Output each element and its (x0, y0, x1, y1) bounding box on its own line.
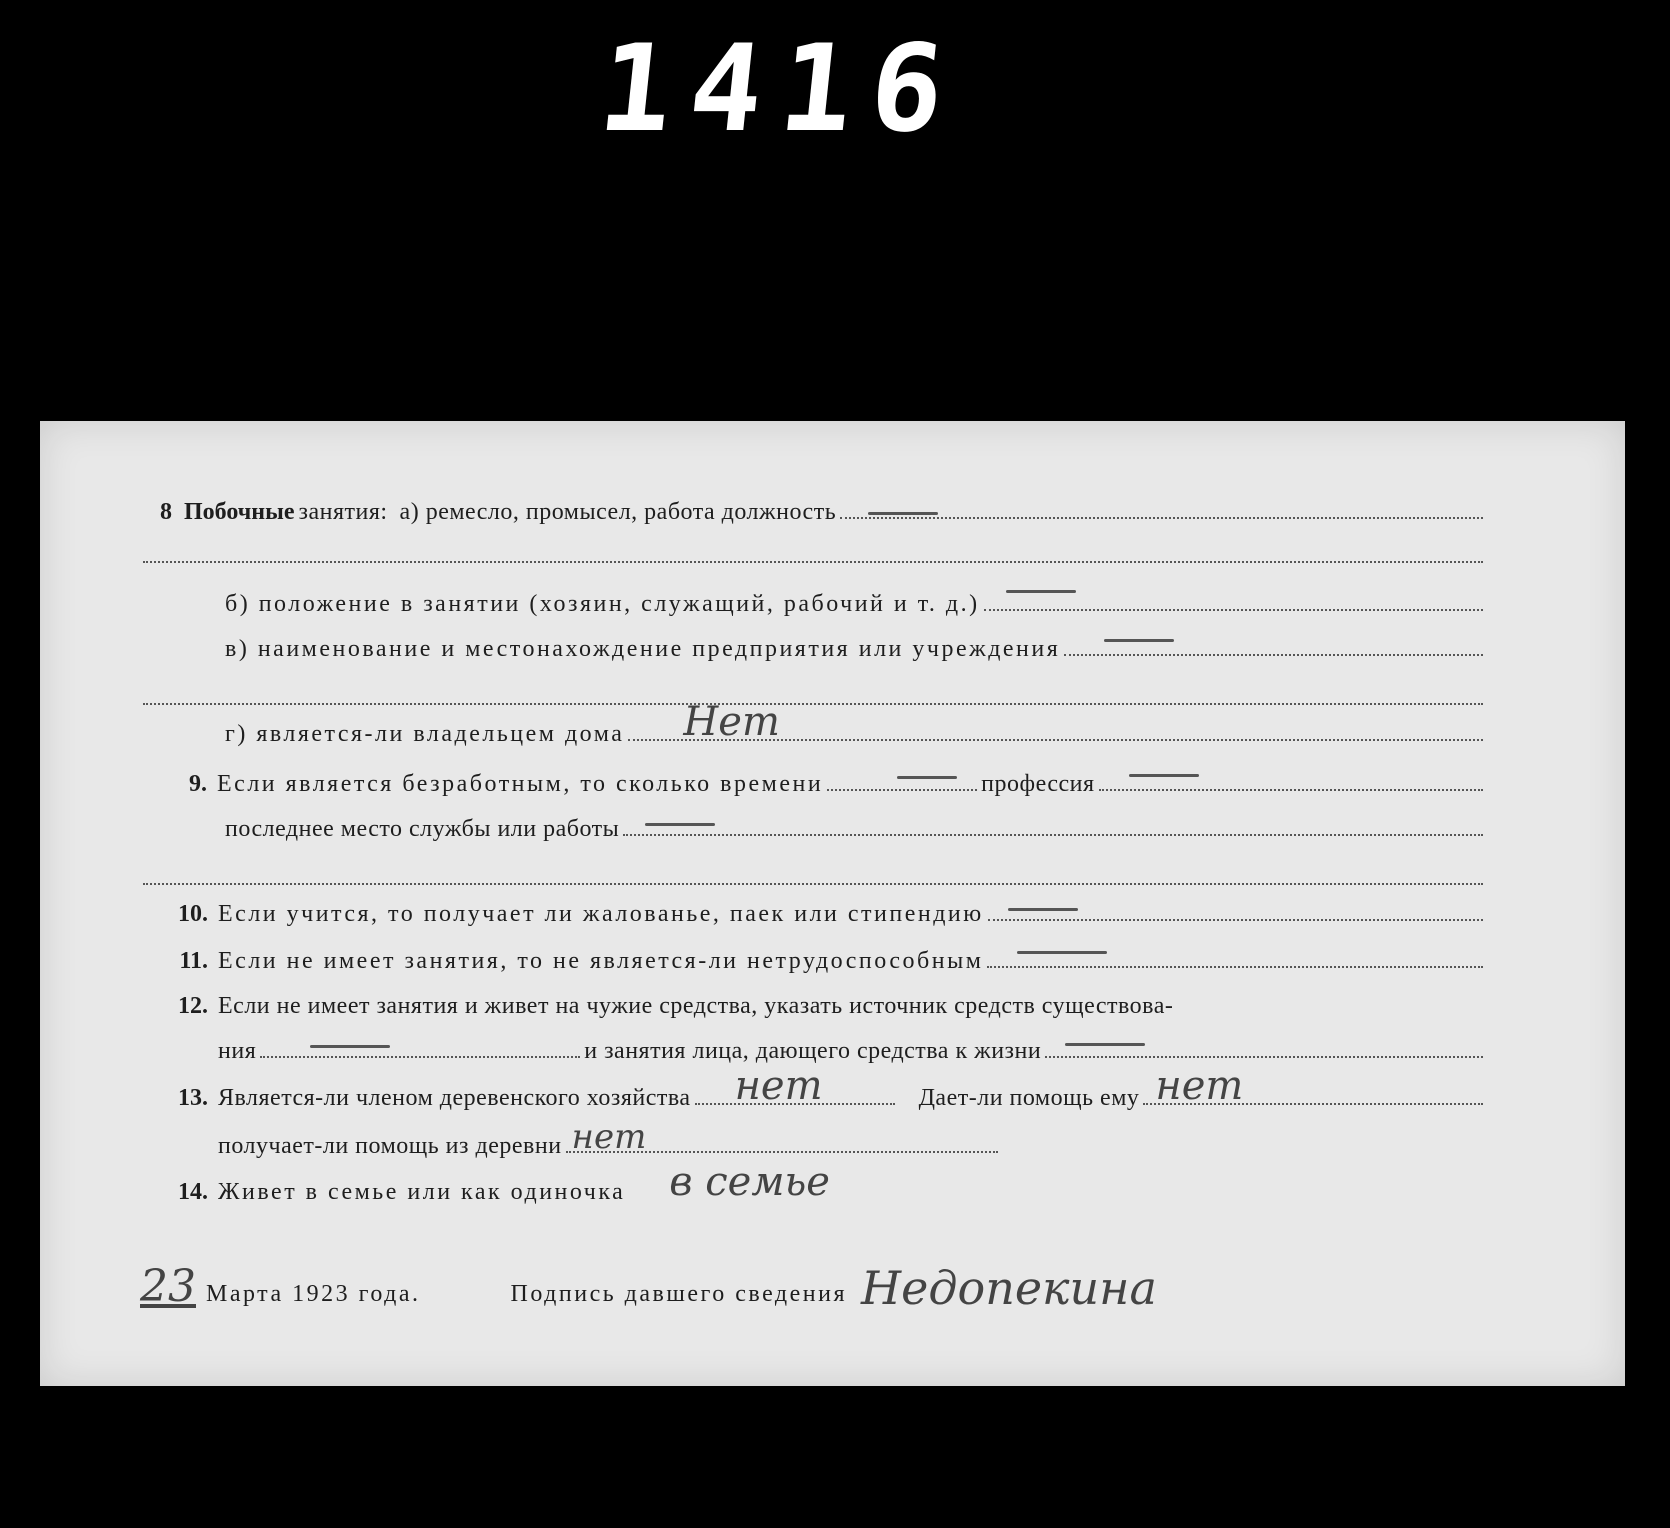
q8-b-label: б) положение в занятии (хозяин, служащий, рабочий и т. д.) (225, 591, 980, 617)
footer-signature-field (851, 1261, 1440, 1315)
q13-help-field (1143, 1063, 1483, 1109)
q12-source-field (260, 1052, 580, 1058)
q13-answer3: нет (571, 1117, 647, 1157)
q9-label2: профессия (981, 771, 1095, 797)
q10-field (988, 915, 1483, 921)
q8-row-v (225, 636, 1483, 663)
q10-row (150, 901, 1483, 928)
q13-answer: нет (734, 1063, 823, 1109)
q9-label: Если является безработным, то сколько времени (217, 771, 824, 797)
q8-title: Побочные (184, 499, 295, 525)
q12-number: 12. (178, 993, 208, 1019)
footer-date: Марта 1923 года. (206, 1281, 421, 1307)
q13-label3: получает-ли помощь из деревни (218, 1133, 562, 1159)
q9-label3: последнее место службы или работы (225, 816, 620, 842)
q9-number: 9. (189, 771, 207, 797)
footer-day: 23 (140, 1261, 196, 1312)
footer-signature: Недопекина (861, 1261, 1157, 1315)
q8-a-label: а) ремесло, промысел, работа должность (399, 499, 837, 525)
footer-signature-label: Подпись давшего сведения (510, 1281, 848, 1307)
q8-g-label: г) является-ли владельцем дома (225, 721, 625, 747)
q8-a-field (840, 513, 1483, 519)
q8-v-label: в) наименование и местонахождение предприятия или учреждения (225, 636, 1061, 662)
q14-label: Живет в семье или как одиночка (218, 1179, 626, 1205)
q11-label: Если не имеет занятия, то не является-ли нетрудоспособным (218, 948, 984, 974)
q9-extra-line (143, 883, 1483, 885)
q12-row-2 (218, 1038, 1483, 1065)
q9-profession-field (1099, 785, 1483, 791)
q13-receive-field (566, 1117, 998, 1157)
q8-row-g (225, 699, 1483, 748)
q9-lastjob-field (623, 830, 1483, 836)
census-form-card (40, 421, 1625, 1386)
q11-number: 11. (179, 948, 208, 974)
q13-label: Является-ли членом деревенского хозяйства (218, 1085, 691, 1111)
q13-row-2 (218, 1117, 998, 1160)
q13-answer2: нет (1155, 1063, 1244, 1109)
q8-number: 8 (160, 499, 172, 525)
q8-g-answer: Нет (683, 699, 780, 745)
q12-label: Если не имеет занятия и живет на чужие средства, указать источник средств существова- (218, 993, 1174, 1019)
q14-answer: в семье (669, 1159, 830, 1205)
q8-row-b (225, 591, 1483, 618)
q8-v-extra-line (143, 703, 1483, 705)
q13-member-field (695, 1063, 895, 1109)
q12-label-cont: ния (218, 1038, 257, 1064)
q11-field (987, 962, 1483, 968)
q12-label2: и занятия лица, дающего средства к жизни (584, 1038, 1042, 1064)
q10-number: 10. (178, 901, 208, 927)
q12-row (150, 993, 1490, 1020)
q14-number: 14. (178, 1179, 208, 1205)
q14-field (629, 1159, 1010, 1205)
frame-number: 1416 (592, 20, 969, 159)
q14-row (150, 1159, 1010, 1206)
q8-g-field (628, 699, 1483, 745)
q10-label: Если учится, то получает ли жалованье, паек или стипендию (218, 901, 984, 927)
q8-v-field (1064, 650, 1483, 656)
q13-label2: Дает-ли помощь ему (918, 1085, 1140, 1111)
q11-row (150, 948, 1483, 975)
q8-a-extra-line (143, 561, 1483, 563)
q8-title-rest: занятия: (298, 499, 388, 525)
q9-row (160, 771, 1483, 798)
q12-occupation-field (1045, 1052, 1483, 1058)
q13-number: 13. (178, 1085, 208, 1111)
q8-row-a (160, 499, 1483, 526)
q13-row (150, 1063, 1483, 1112)
q9-row-2 (225, 816, 1483, 843)
footer-row (140, 1261, 1440, 1315)
q9-time-field (827, 785, 977, 791)
q8-b-field (984, 605, 1483, 611)
